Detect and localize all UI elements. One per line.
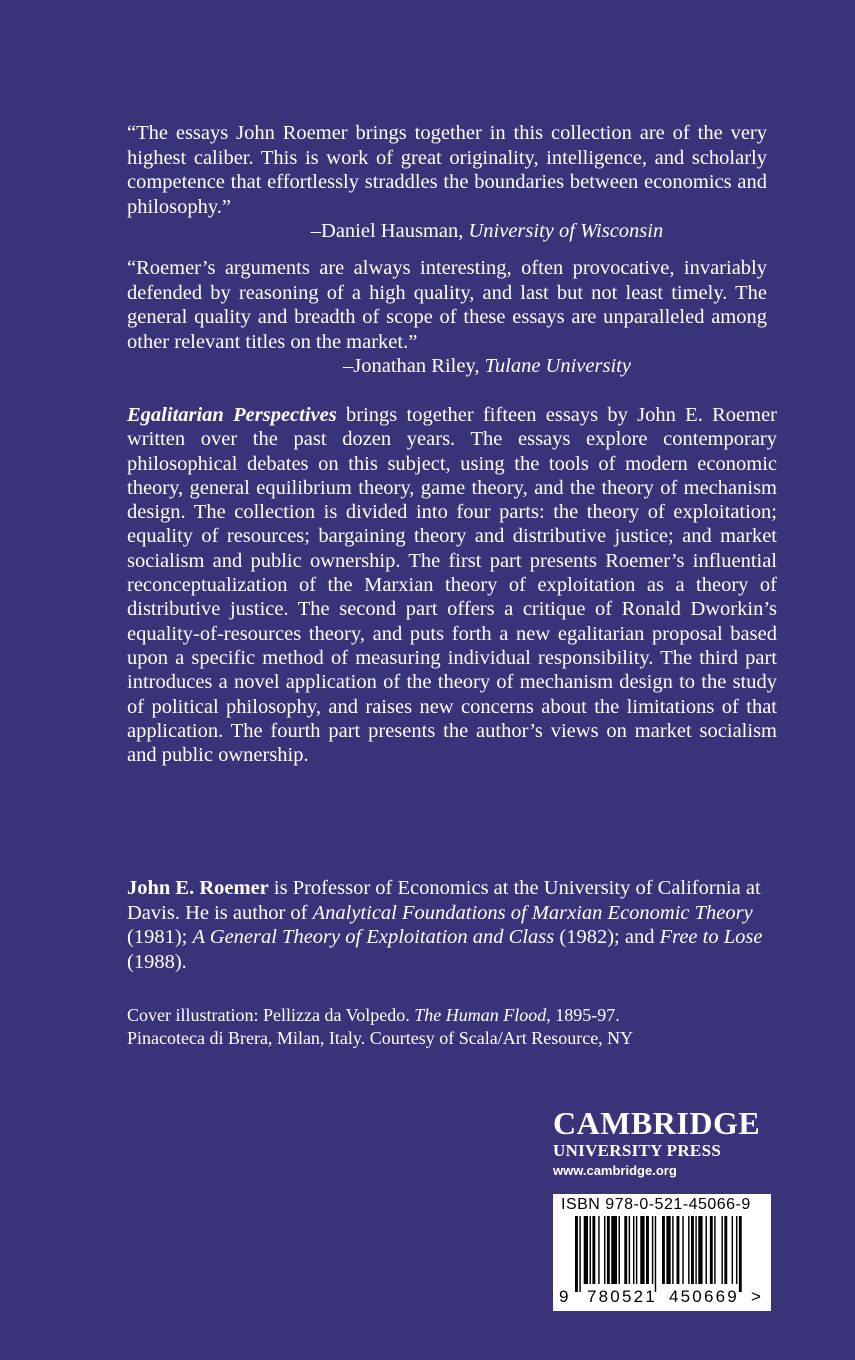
- barcode-bar: [640, 1216, 644, 1284]
- barcode-bar: [598, 1216, 599, 1284]
- barcode-bar: [662, 1216, 665, 1284]
- barcode-bar: [579, 1216, 580, 1292]
- quote-author: –Jonathan Riley,: [343, 355, 485, 377]
- barcode-bar: [677, 1216, 680, 1284]
- barcode-bar: [666, 1216, 670, 1284]
- barcode-bar: [732, 1216, 733, 1284]
- publisher-press: UNIVERSITY PRESS: [553, 1141, 722, 1160]
- bio-book-title: Analytical Foundations of Marxian Economic Theory: [312, 901, 753, 924]
- barcode-bar: [714, 1216, 715, 1284]
- isbn-label: ISBN 978-0-521-45066-9: [561, 1196, 751, 1213]
- quote-attribution: [127, 219, 767, 244]
- bio-text: is Professor of Economics at the University of California at Davis. He is author of: [127, 877, 761, 924]
- barcode-bar: [646, 1216, 649, 1284]
- barcode-bar: [652, 1216, 653, 1284]
- publisher-name: CAMBRIDGE: [553, 1105, 761, 1141]
- barcode-bar: [672, 1216, 673, 1284]
- bio-text: (1988).: [127, 950, 187, 973]
- credit-text: Cover illustration: Pellizza da Volpedo.: [127, 1005, 415, 1025]
- barcode-bar: [691, 1216, 694, 1284]
- quote-text: “Roemer’s arguments are always interesting, often provocative, invariably defended by reasoning of a high quality, and last but not least timely. The general quality and breadth of scope of these essays are unparalleled among other relevant titles on the market.”: [127, 257, 767, 353]
- barcode-bar: [607, 1216, 610, 1284]
- barcode-bar: [619, 1216, 620, 1284]
- barcode-bar: [629, 1216, 630, 1284]
- barcode-quiet-zone-marker: >: [751, 1287, 761, 1306]
- credit-text: , 1895-97.: [546, 1005, 620, 1025]
- quote-affiliation: University of Wisconsin: [468, 220, 664, 242]
- review-quote-riley: [127, 256, 767, 379]
- quote-text: “The essays John Roemer brings together in this collection are of the very highest caliber. This is work of great originality, intelligence, and scholarly competence that effortlessly straddles the boundaries between economics and philosophy.”: [127, 122, 767, 218]
- bio-text: (1981);: [127, 926, 193, 948]
- barcode-digit-group-right: 450669: [669, 1287, 739, 1306]
- cover-credit: [127, 1004, 777, 1050]
- quote-attribution: [127, 354, 767, 379]
- barcode-bar: [575, 1216, 578, 1292]
- publisher-url: www.cambridge.org: [553, 1163, 677, 1178]
- author-bio: [127, 876, 777, 974]
- barcode-bar: [636, 1216, 637, 1284]
- bio-book-title: Free to Lose: [659, 926, 763, 948]
- barcode-bars: [553, 1216, 771, 1292]
- barcode-digit-group-left: 780521: [587, 1287, 657, 1306]
- review-quote-hausman: [127, 121, 767, 244]
- barcode-bar: [736, 1216, 737, 1284]
- barcode-bar: [590, 1216, 591, 1284]
- author-name: John E. Roemer: [127, 877, 269, 899]
- credit-line-1: [127, 1004, 777, 1027]
- barcode-bar: [624, 1216, 627, 1284]
- book-title: Egalitarian Perspectives: [127, 404, 337, 426]
- barcode-bar: [721, 1216, 722, 1284]
- artwork-title: The Human Flood: [414, 1005, 547, 1025]
- barcode-bar: [688, 1216, 689, 1284]
- barcode-bar: [611, 1216, 617, 1284]
- isbn-barcode: [553, 1194, 771, 1311]
- barcode-bar: [695, 1216, 696, 1284]
- barcode-bar: [706, 1216, 707, 1284]
- barcode-bar: [710, 1216, 713, 1284]
- barcode-bar: [739, 1216, 742, 1292]
- barcode-bar: [592, 1216, 595, 1284]
- barcode-bar: [682, 1216, 683, 1284]
- description-text: brings together fifteen essays by John E. Roemer written over the past dozen years. The essays explore contemporary philosophical debates on this subject, using the tools of modern economic theory, general equilibrium theory, game theory, and the theory of mechanism design. The collection is divided into four parts: the theory of exploitation; equality of resources; bargaining theory and distributive justice; and market socialism and public ownership. The first part presents Roemer’s influential reconceptualization of the Marxian theory of exploitation as a theory of distributive justice. The second part offers a critique of Ronald Dworkin’s equality-of-resources theory, and puts forth a new egalitarian proposal based upon a specific method of measuring individual responsibility. The third part introduces a novel application of the theory of mechanism design to the study of political philosophy, and raises new concerns about the limitations of that application. The fourth part presents the author’s views on market socialism and public ownership.: [127, 404, 777, 767]
- barcode-bar: [633, 1216, 634, 1284]
- credit-line-2: Pinacoteca di Brera, Milan, Italy. Courtesy of Scala/Art Resource, NY: [127, 1028, 634, 1048]
- barcode-bar: [655, 1216, 656, 1292]
- barcode-digit-prefix: 9: [559, 1287, 569, 1306]
- bio-text: (1982); and: [554, 926, 660, 948]
- quote-affiliation: Tulane University: [484, 355, 631, 377]
- barcode-bar: [724, 1216, 727, 1284]
- bio-book-title: A General Theory of Exploitation and Class: [192, 926, 555, 948]
- barcode-bar: [584, 1216, 588, 1284]
- book-description: [127, 403, 777, 767]
- quote-author: –Daniel Hausman,: [310, 220, 469, 242]
- publisher-logo: [553, 1106, 783, 1180]
- barcode-bar: [698, 1216, 702, 1284]
- barcode-bar: [604, 1216, 605, 1284]
